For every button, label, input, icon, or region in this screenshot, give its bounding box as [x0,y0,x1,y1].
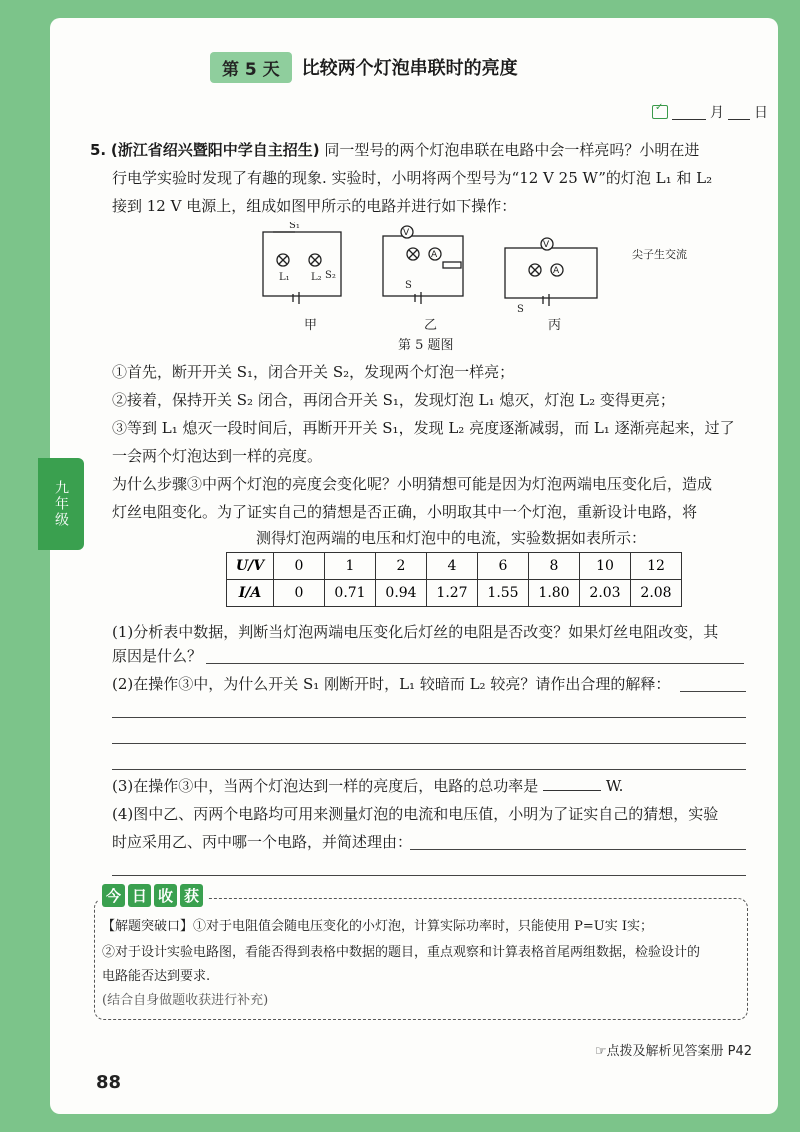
i-cell: 2.03 [580,580,631,607]
step-3: ③等到 L₁ 熄灭一段时间后，再断开开关 S₁，发现 L₂ 亮度逐渐减弱，而 L₁ 逐渐亮起来，过了 [112,419,735,437]
label-s1: S₁ [289,222,300,231]
month-label: 月 [710,105,724,121]
summary-line-2: ②对于设计实验电路图，看能否得到表格中数据的题目，重点观察和计算表格首尾两组数据，检验设计的 [102,945,701,960]
calendar-check-icon [652,105,668,119]
subq-1-cont: 原因是什么？ [112,647,203,665]
summary-char: 今 [102,884,125,907]
label-s-yi: S [405,280,412,291]
answer-line-4a[interactable] [410,848,746,850]
summary-title [98,884,207,907]
i-cell: 1.27 [427,580,478,607]
u-cell: 10 [580,553,631,580]
subq-3 [112,772,623,800]
step-2: ②接着，保持开关 S₂ 闭合，再闭合开关 S₁，发现灯泡 L₁ 熄灭，灯泡 L₂ 变得更亮； [112,391,675,409]
step-3-cont: 一会两个灯泡达到一样的亮度。 [112,447,323,465]
label-s-bing: S [517,304,524,315]
subq-3-unit: W. [605,777,624,795]
step-table-intro: 测得灯泡两端的电压和灯泡中的电流，实验数据如表所示： [256,529,647,547]
question-number: 5. [90,141,107,159]
row-label-i: I/A [227,580,274,607]
grade-side-tab: 九年级 [38,458,84,550]
u-cell: 4 [427,553,478,580]
data-table [226,552,682,607]
u-cell: 2 [376,553,427,580]
u-cell: 8 [529,553,580,580]
summary-line-3: 电路能否达到要求. [102,969,211,984]
ammeter-a-bing: A [553,266,560,276]
circuit-bing [505,238,597,306]
i-cell: 1.80 [529,580,580,607]
figure-label-jia: 甲 [304,318,318,333]
i-cell: 1.55 [478,580,529,607]
step-guess: 灯丝电阻变化。为了证实自己的猜想是否正确，小明取其中一个灯泡，重新设计电路，将 [112,503,698,521]
day-tag: 第 5 天 [210,52,292,83]
question-text-3: 接到 12 V 电源上，组成如图甲所示的电路并进行如下操作： [112,197,517,215]
i-cell: 0.71 [325,580,376,607]
question-text-1: 同一型号的两个灯泡串联在电路中会一样亮吗？小明在进 [324,141,700,159]
u-cell: 12 [631,553,682,580]
label-l2: L₂ [311,272,322,283]
step-1: ①首先，断开开关 S₁，闭合开关 S₂，发现两个灯泡一样亮； [112,363,515,381]
month-blank[interactable] [672,105,706,120]
table-row-current [227,580,682,607]
subq-2: (2)在操作③中，为什么开关 S₁ 刚断开时，L₁ 较暗而 L₂ 较亮？请作出合理的解释： [112,675,671,693]
subq-4: (4)图中乙、丙两个电路均可用来测量灯泡的电流和电压值，小明为了证实自己的猜想，实验 [112,805,719,823]
table-row-voltage [227,553,682,580]
question-text-2: 行电学实验时发现了有趣的现象. 实验时，小明将两个型号为“12 V 25 W”的灯泡 L₁ 和 L₂ [112,169,713,187]
power-blank[interactable] [543,774,601,791]
answer-line-1[interactable] [206,662,744,664]
voltmeter-v-yi: V [403,228,410,238]
question-line-1 [90,136,699,164]
answer-line-2b[interactable] [112,716,746,718]
row-label-u: U/V [227,553,274,580]
summary-line-4: (结合自身做题收获进行补充) [102,993,269,1008]
i-cell: 2.08 [631,580,682,607]
answer-reference: ☞点拨及解析见答案册 P42 [594,1044,752,1059]
circuit-yi [383,226,463,304]
answer-line-4b[interactable] [112,874,746,876]
subq-1: (1)分析表中数据，判断当灯泡两端电压变化后灯丝的电阻是否改变？如果灯丝电阻改变，其 [112,623,719,641]
label-s2: S₂ [325,270,336,281]
label-l1: L₁ [279,272,290,283]
answer-line-2a[interactable] [680,690,746,692]
circuit-figures [255,222,625,328]
summary-line-1: 【解题突破口】①对于电阻值会随电压变化的小灯泡，计算实际功率时，只能使用 P=U实 I实； [102,919,653,934]
page-header [210,52,518,82]
answer-line-2c[interactable] [112,742,746,744]
i-cell: 0 [274,580,325,607]
u-cell: 0 [274,553,325,580]
subq-3-text: (3)在操作③中，当两个灯泡达到一样的亮度后，电路的总功率是 [112,777,539,795]
page-number: 88 [96,1072,122,1093]
step-question: 为什么步骤③中两个灯泡的亮度会变化呢？小明猜想可能是因为灯泡两端电压变化后，造成 [112,475,713,493]
circuit-jia [263,232,341,304]
voltmeter-v-bing: V [543,240,550,250]
u-cell: 6 [478,553,529,580]
page-title: 比较两个灯泡串联时的亮度 [301,58,518,79]
answer-line-2d[interactable] [112,768,746,770]
day-blank[interactable] [728,105,750,120]
i-cell: 0.94 [376,580,427,607]
summary-char: 获 [180,884,203,907]
figure-label-bing: 丙 [548,318,562,333]
ammeter-a-yi: A [431,250,438,260]
figure-caption: 第 5 题图 [398,338,454,353]
question-source: (浙江省绍兴暨阳中学自主招生) [110,141,320,159]
summary-char: 收 [154,884,177,907]
note-label: 尖子生交流 [632,248,687,261]
summary-char: 日 [128,884,151,907]
figure-label-yi: 乙 [424,318,438,333]
date-field [652,102,768,122]
subq-4-cont: 时应采用乙、丙中哪一个电路，并简述理由： [112,833,413,851]
day-label: 日 [754,105,768,121]
u-cell: 1 [325,553,376,580]
